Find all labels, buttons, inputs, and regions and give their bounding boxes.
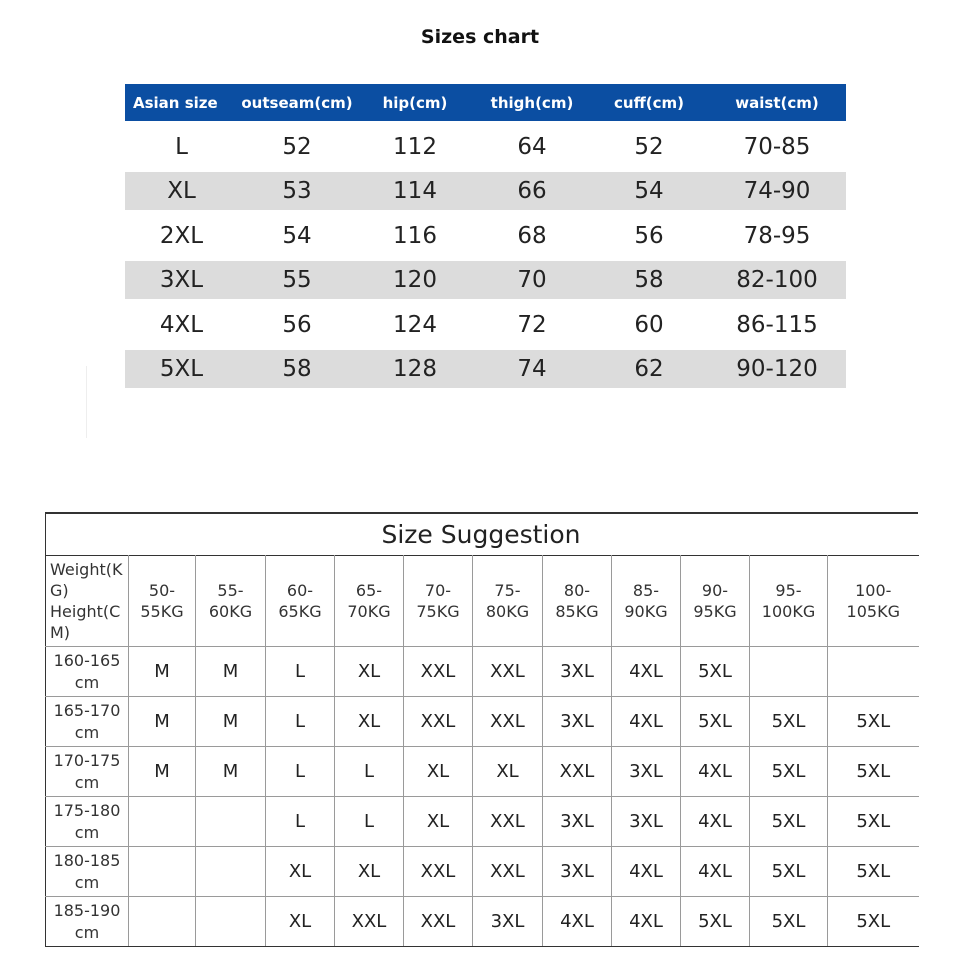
size-cell: XL (404, 747, 473, 797)
table-cell: 70 (474, 261, 590, 299)
table-row (46, 797, 919, 847)
table-cell: 52 (282, 133, 312, 160)
size-cell: L (335, 747, 404, 797)
weight-column-header: 100- 105KG (828, 556, 919, 647)
size-cell: 5XL (750, 897, 828, 947)
size-cell: XL (335, 697, 404, 747)
size-cell: 4XL (681, 847, 750, 897)
size-cell (129, 797, 196, 847)
weight-column-header: 70- 75KG (404, 556, 473, 647)
table-cell: L (175, 133, 188, 160)
size-cell: 5XL (828, 897, 919, 947)
table-cell: 62 (590, 350, 708, 388)
table-cell: 55 (238, 261, 356, 299)
size-cell: M (196, 697, 266, 747)
table-cell: 72 (517, 311, 547, 338)
size-cell: 5XL (828, 847, 919, 897)
weight-header-row (46, 556, 919, 647)
table-cell: 124 (393, 311, 437, 338)
table-row (46, 647, 919, 697)
table-row (46, 697, 919, 747)
sizes-chart-column-header: waist(cm) (708, 84, 846, 121)
height-row-header: 175-180 cm (46, 797, 129, 847)
size-cell: M (196, 647, 266, 697)
size-cell: M (196, 747, 266, 797)
weight-column-header: 80- 85KG (543, 556, 612, 647)
table-row (46, 897, 919, 947)
sizes-chart-header-row (125, 84, 846, 121)
size-cell (196, 897, 266, 947)
table-cell: 86-115 (736, 311, 818, 338)
corner-label: Weight(K G) Height(C M) (46, 556, 129, 647)
weight-column-header: 65- 70KG (335, 556, 404, 647)
table-cell: 3XL (125, 261, 238, 299)
table-cell: 56 (634, 222, 664, 249)
size-cell: L (266, 697, 335, 747)
table-row (125, 210, 846, 261)
size-cell: XXL (473, 847, 543, 897)
size-cell: 5XL (750, 747, 828, 797)
size-cell: 3XL (543, 847, 612, 897)
size-cell: 5XL (681, 647, 750, 697)
size-cell: 4XL (681, 747, 750, 797)
table-cell: 78-95 (743, 222, 811, 249)
table-cell: 82-100 (708, 261, 846, 299)
weight-column-header: 50- 55KG (129, 556, 196, 647)
sizes-chart-column-header: Asian size (125, 84, 238, 121)
size-suggestion-title-row (45, 512, 918, 555)
table-cell: 53 (238, 172, 356, 210)
table-cell: 64 (517, 133, 547, 160)
size-cell: 5XL (828, 797, 919, 847)
table-cell: 4XL (159, 311, 204, 338)
size-cell: XXL (543, 747, 612, 797)
size-cell: 4XL (612, 697, 681, 747)
weight-column-header: 90- 95KG (681, 556, 750, 647)
table-cell: 56 (282, 311, 312, 338)
weight-column-header: 55- 60KG (196, 556, 266, 647)
size-cell: XXL (335, 897, 404, 947)
size-cell (828, 647, 919, 697)
size-cell: XL (473, 747, 543, 797)
table-cell: 58 (238, 350, 356, 388)
size-cell: 5XL (828, 697, 919, 747)
table-cell: 68 (517, 222, 547, 249)
table-cell: 54 (282, 222, 312, 249)
sizes-chart-column-header: thigh(cm) (474, 84, 590, 121)
table-cell: 74-90 (708, 172, 846, 210)
height-row-header: 180-185 cm (46, 847, 129, 897)
size-cell: 3XL (543, 697, 612, 747)
size-cell: 4XL (612, 647, 681, 697)
table-cell: 120 (356, 261, 474, 299)
size-cell: 3XL (543, 647, 612, 697)
size-suggestion-panel (45, 512, 918, 947)
table-cell: 5XL (125, 350, 238, 388)
size-cell: 3XL (612, 797, 681, 847)
size-cell: XXL (404, 897, 473, 947)
table-row (125, 261, 846, 299)
size-cell: L (266, 747, 335, 797)
table-row (46, 747, 919, 797)
table-cell: 52 (634, 133, 664, 160)
table-cell: 112 (393, 133, 437, 160)
size-cell: 3XL (612, 747, 681, 797)
size-cell: 5XL (681, 697, 750, 747)
size-cell: 4XL (543, 897, 612, 947)
table-cell: 2XL (159, 222, 204, 249)
table-cell: 58 (590, 261, 708, 299)
size-cell: 5XL (828, 747, 919, 797)
size-cell (196, 847, 266, 897)
table-cell: 66 (474, 172, 590, 210)
size-cell: XXL (473, 797, 543, 847)
table-cell: 70-85 (743, 133, 811, 160)
table-row (46, 847, 919, 897)
size-cell: XXL (473, 697, 543, 747)
table-cell: XL (125, 172, 238, 210)
size-cell (129, 847, 196, 897)
sizes-chart-column-header: cuff(cm) (590, 84, 708, 121)
size-cell: XXL (404, 847, 473, 897)
size-cell: 5XL (750, 797, 828, 847)
size-cell: 4XL (612, 847, 681, 897)
size-suggestion-title: Size Suggestion (381, 520, 581, 549)
size-cell: XL (404, 797, 473, 847)
sizes-chart-body (125, 121, 846, 388)
sizes-chart-table (125, 84, 846, 388)
table-cell: 114 (356, 172, 474, 210)
size-cell: 5XL (750, 697, 828, 747)
size-cell (129, 897, 196, 947)
sizes-chart-column-header: hip(cm) (356, 84, 474, 121)
table-cell: 60 (634, 311, 664, 338)
weight-column-header: 95- 100KG (750, 556, 828, 647)
sizes-chart-column-header: outseam(cm) (238, 84, 356, 121)
divider (86, 366, 87, 438)
size-cell: XL (266, 847, 335, 897)
size-cell: L (335, 797, 404, 847)
table-cell: 90-120 (708, 350, 846, 388)
size-cell: 5XL (750, 847, 828, 897)
size-cell: 4XL (612, 897, 681, 947)
size-cell: M (129, 697, 196, 747)
table-cell: 54 (590, 172, 708, 210)
size-cell: 3XL (473, 897, 543, 947)
size-cell: XXL (473, 647, 543, 697)
height-row-header: 185-190 cm (46, 897, 129, 947)
sizes-chart-title: Sizes chart (420, 26, 540, 48)
height-row-header: 165-170 cm (46, 697, 129, 747)
size-cell: XL (335, 847, 404, 897)
size-cell: XXL (404, 697, 473, 747)
table-cell: 74 (474, 350, 590, 388)
size-cell: 5XL (681, 897, 750, 947)
table-row (125, 121, 846, 172)
size-cell: XL (266, 897, 335, 947)
size-cell: 3XL (543, 797, 612, 847)
table-cell: 116 (393, 222, 437, 249)
size-cell (196, 797, 266, 847)
size-cell (750, 647, 828, 697)
weight-column-header: 60- 65KG (266, 556, 335, 647)
size-cell: M (129, 747, 196, 797)
weight-column-header: 85- 90KG (612, 556, 681, 647)
size-cell: XL (335, 647, 404, 697)
size-cell: M (129, 647, 196, 697)
size-cell: L (266, 647, 335, 697)
table-row (125, 172, 846, 210)
height-row-header: 170-175 cm (46, 747, 129, 797)
table-row (125, 350, 846, 388)
height-row-header: 160-165 cm (46, 647, 129, 697)
size-cell: XXL (404, 647, 473, 697)
table-cell: 128 (356, 350, 474, 388)
weight-column-header: 75- 80KG (473, 556, 543, 647)
size-cell: 4XL (681, 797, 750, 847)
size-suggestion-table (45, 555, 919, 947)
table-row (125, 299, 846, 350)
size-cell: L (266, 797, 335, 847)
